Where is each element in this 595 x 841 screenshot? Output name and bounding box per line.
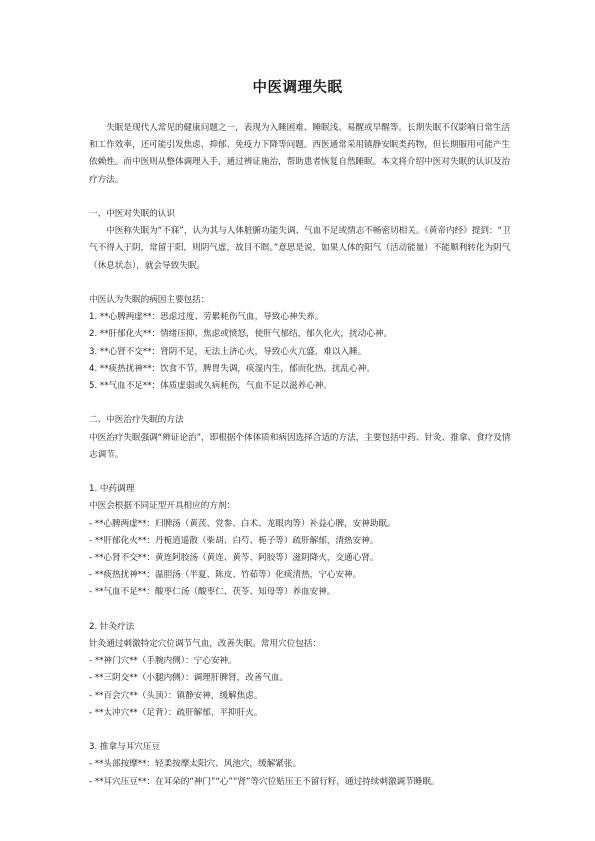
list-item: 3. **心肾不交**：肾阴不足，无法上济心火，导致心火亢盛，难以入睡。	[89, 346, 367, 357]
intro-paragraph: 失眠是现代人常见的健康问题之一，表现为入睡困难、睡眠浅、易醒或早醒等。长期失眠不仅影响日常生活和工作效率，还可能引发焦虑、抑郁、免疫力下降等问题。西医通常采用镇静安眠类药物，但长期服用可能产生依赖性。而中医则从整体调理入手，通过辨证施治，帮助患者恢复自然睡眠。本文将介绍中医对失眠的认识及治疗方法。	[89, 123, 511, 185]
section-heading: 二、中医治疗失眠的方法	[89, 415, 184, 426]
list-item: - **头部按摩**：轻柔按摩太阳穴、风池穴，缓解紧张。	[89, 759, 302, 770]
list-item: 5. **气血不足**：体质虚弱或久病耗伤，气血不足以滋养心神。	[89, 381, 332, 392]
section-heading: 一、中医对失眠的认识	[89, 209, 175, 219]
spacer	[89, 722, 511, 739]
list-item: - **心脾两虚**：归脾汤（黄芪、党参、白术、龙眼肉等）补益心脾，安神助眠。	[89, 518, 396, 529]
subsection-intro: 针灸通过刺激特定穴位调节气血，改善失眠。常用穴位包括：	[89, 639, 322, 650]
document-body	[89, 120, 511, 791]
list-item: - **百会穴**（头顶）：镇静安神，缓解焦虑。	[89, 690, 263, 701]
subsection-heading: 3. 推拿与耳穴压豆	[89, 742, 161, 753]
causes-intro: 中医认为失眠的病因主要包括：	[89, 295, 210, 305]
list-item: - **神门穴**（手腕内侧）：宁心安神。	[89, 656, 237, 667]
spacer	[89, 189, 511, 206]
list-item: - **肝郁化火**：丹栀逍遥散（柴胡、白芍、栀子等）疏肝解郁，清热安神。	[89, 535, 379, 546]
spacer	[89, 275, 511, 292]
section-paragraph: 中医称失眠为“不寐”，认为其与人体脏腑功能失调、气血不足或情志不畅密切相关。《黄帝内经》提到：“卫气不得入于阴，常留于阳，则阴气虚，故目不瞑。”意思是说，如果人体的阳气（活动能量）不能顺利转化为阴气（休息状态），就会导致失眠。	[89, 226, 511, 271]
spacer	[89, 602, 511, 619]
subsection-heading: 1. 中药调理	[89, 484, 135, 495]
spacer	[89, 395, 511, 412]
list-item: - **三阴交**（小腿内侧）：调理肝脾肾，改善气血。	[89, 673, 289, 684]
list-item: 1. **心脾两虚**：思虑过度、劳累耗伤气血，导致心神失养。	[89, 312, 324, 323]
list-item: 2. **肝郁化火**：情绪压抑、焦虑或愤怒，使肝气郁结，郁久化火，扰动心神。	[89, 329, 393, 340]
list-item: - **太冲穴**（足背）：疏肝解郁，平抑肝火。	[89, 707, 263, 718]
list-item: 4. **痰热扰神**：饮食不节，脾胃失调，痰湿内生，郁而化热，扰乱心神。	[89, 363, 375, 374]
subsection-intro: 中医会根据不同证型开具相应的方剂：	[89, 501, 236, 512]
section-paragraph: 中医治疗失眠强调“辨证论治”，即根据个体体质和病因选择合适的方法，主要包括中药、针灸、推拿、食疗及情志调节。	[89, 432, 511, 460]
page-title: 中医调理失眠	[252, 80, 343, 96]
subsection-heading: 2. 针灸疗法	[89, 621, 135, 632]
list-item: - **心肾不交**：黄连阿胶汤（黄连、黄芩、阿胶等）滋阴降火，交通心肾。	[89, 553, 379, 564]
list-item: - **痰热扰神**：温胆汤（半夏、陈皮、竹茹等）化痰清热，宁心安神。	[89, 570, 362, 581]
list-item: - **耳穴压豆**：在耳朵的“神门”“心”“肾”等穴位贴压王不留行籽，通过持续刺激调节睡眠。	[89, 776, 440, 787]
list-item: - **气血不足**：酸枣仁汤（酸枣仁、茯苓、知母等）养血安神。	[89, 587, 336, 598]
spacer	[89, 464, 511, 481]
